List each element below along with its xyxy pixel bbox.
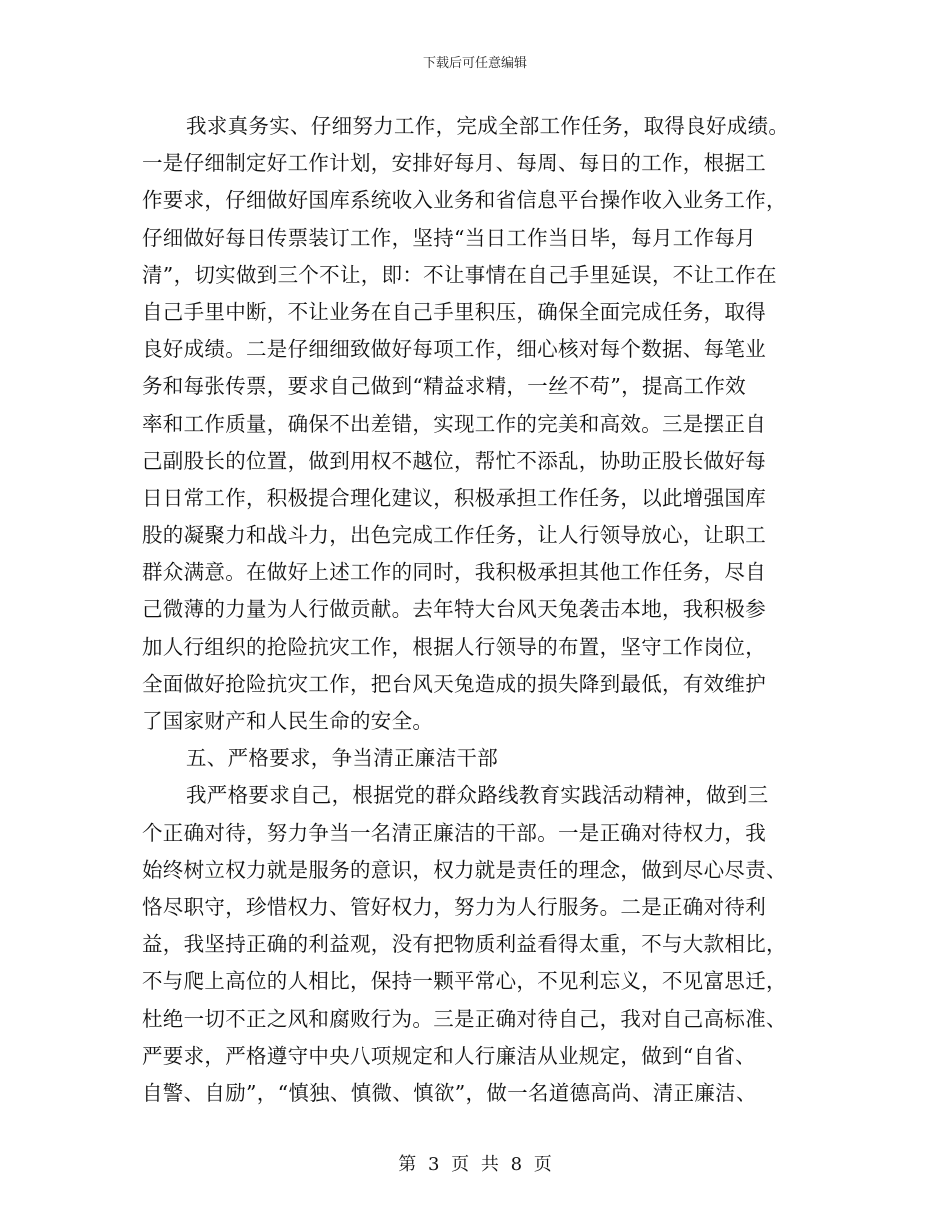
body-line: 加人行组织的抢险抗灾工作，根据人行领导的布置，坚守工作岗位， xyxy=(142,634,766,659)
body-line: 我严格要求自己，根据党的群众路线教育实践活动精神，做到三 xyxy=(186,783,769,808)
body-line: 群众满意。在做好上述工作的同时，我积极承担其他工作任务，尽自 xyxy=(142,560,766,585)
footer-prefix: 第 xyxy=(398,1154,417,1175)
body-line: 股的凝聚力和战斗力，出色完成工作任务，让人行领导放心，让职工 xyxy=(142,523,766,548)
body-line: 自警、自励”，“慎独、慎微、慎欲”，做一名道德高尚、清正廉洁、 xyxy=(142,1080,757,1105)
footer-current-page: 3 xyxy=(427,1154,440,1175)
body-line: 益，我坚持正确的利益观，没有把物质利益看得太重，不与大款相比， xyxy=(142,932,787,957)
page-number-footer xyxy=(0,1150,950,1176)
body-line: 始终树立权力就是服务的意识，权力就是责任的理念，做到尽心尽责、 xyxy=(142,857,787,882)
footer-suffix: 页 xyxy=(533,1154,552,1175)
body-line: 严要求，严格遵守中央八项规定和人行廉洁从业规定，做到“自省、 xyxy=(142,1043,756,1068)
section-heading: 五、严格要求，争当清正廉洁干部 xyxy=(186,746,498,771)
body-line: 杜绝一切不正之风和腐败行为。三是正确对待自己，我对自己高标准、 xyxy=(142,1006,787,1031)
body-line: 清”，切实做到三个不让，即：不让事情在自己手里延误，不让工作在 xyxy=(142,262,777,287)
document-body xyxy=(142,108,808,1112)
body-line: 作要求，仔细做好国库系统收入业务和省信息平台操作收入业务工作， xyxy=(142,188,787,213)
body-line: 己微薄的力量为人行做贡献。去年特大台风天兔袭击本地，我积极参 xyxy=(142,597,766,622)
body-line: 良好成绩。二是仔细细致做好每项工作，细心核对每个数据、每笔业 xyxy=(142,337,766,362)
page-header-note: 下载后可任意编辑 xyxy=(422,56,527,71)
body-line: 了国家财产和人民生命的安全。 xyxy=(142,709,434,733)
body-line: 自己手里中断，不让业务在自己手里积压，确保全面完成任务，取得 xyxy=(142,299,766,324)
body-line: 一是仔细制定好工作计划，安排好每月、每周、每日的工作，根据工 xyxy=(142,151,766,176)
body-line: 我求真务实、仔细努力工作，完成全部工作任务，取得良好成绩。 xyxy=(186,114,790,138)
body-line: 仔细做好每日传票装订工作，坚持“当日工作当日毕，每月工作每月 xyxy=(142,225,756,250)
body-line: 个正确对待，努力争当一名清正廉洁的干部。一是正确对待权力，我 xyxy=(142,820,766,845)
body-line: 不与爬上高位的人相比，保持一颗平常心，不见利忘义，不见富思迁， xyxy=(142,969,787,994)
footer-page-word: 页 xyxy=(451,1154,470,1175)
body-line: 日日常工作，积极提合理化建议，积极承担工作任务，以此增强国库 xyxy=(142,485,766,510)
body-line: 全面做好抢险抗灾工作，把台风天兔造成的损失降到最低，有效维护 xyxy=(142,671,766,696)
body-line: 务和每张传票，要求自己做到“精益求精，一丝不苟”，提高工作效 xyxy=(142,374,746,399)
body-line: 己副股长的位置，做到用权不越位，帮忙不添乱，协助正股长做好每 xyxy=(142,448,766,473)
footer-total-word: 共 xyxy=(480,1154,499,1175)
body-line: 恪尽职守，珍惜权力、管好权力，努力为人行服务。二是正确对待利 xyxy=(142,894,766,919)
body-line: 率和工作质量，确保不出差错，实现工作的完美和高效。三是摆正自 xyxy=(142,411,766,436)
footer-total-pages: 8 xyxy=(510,1154,523,1175)
